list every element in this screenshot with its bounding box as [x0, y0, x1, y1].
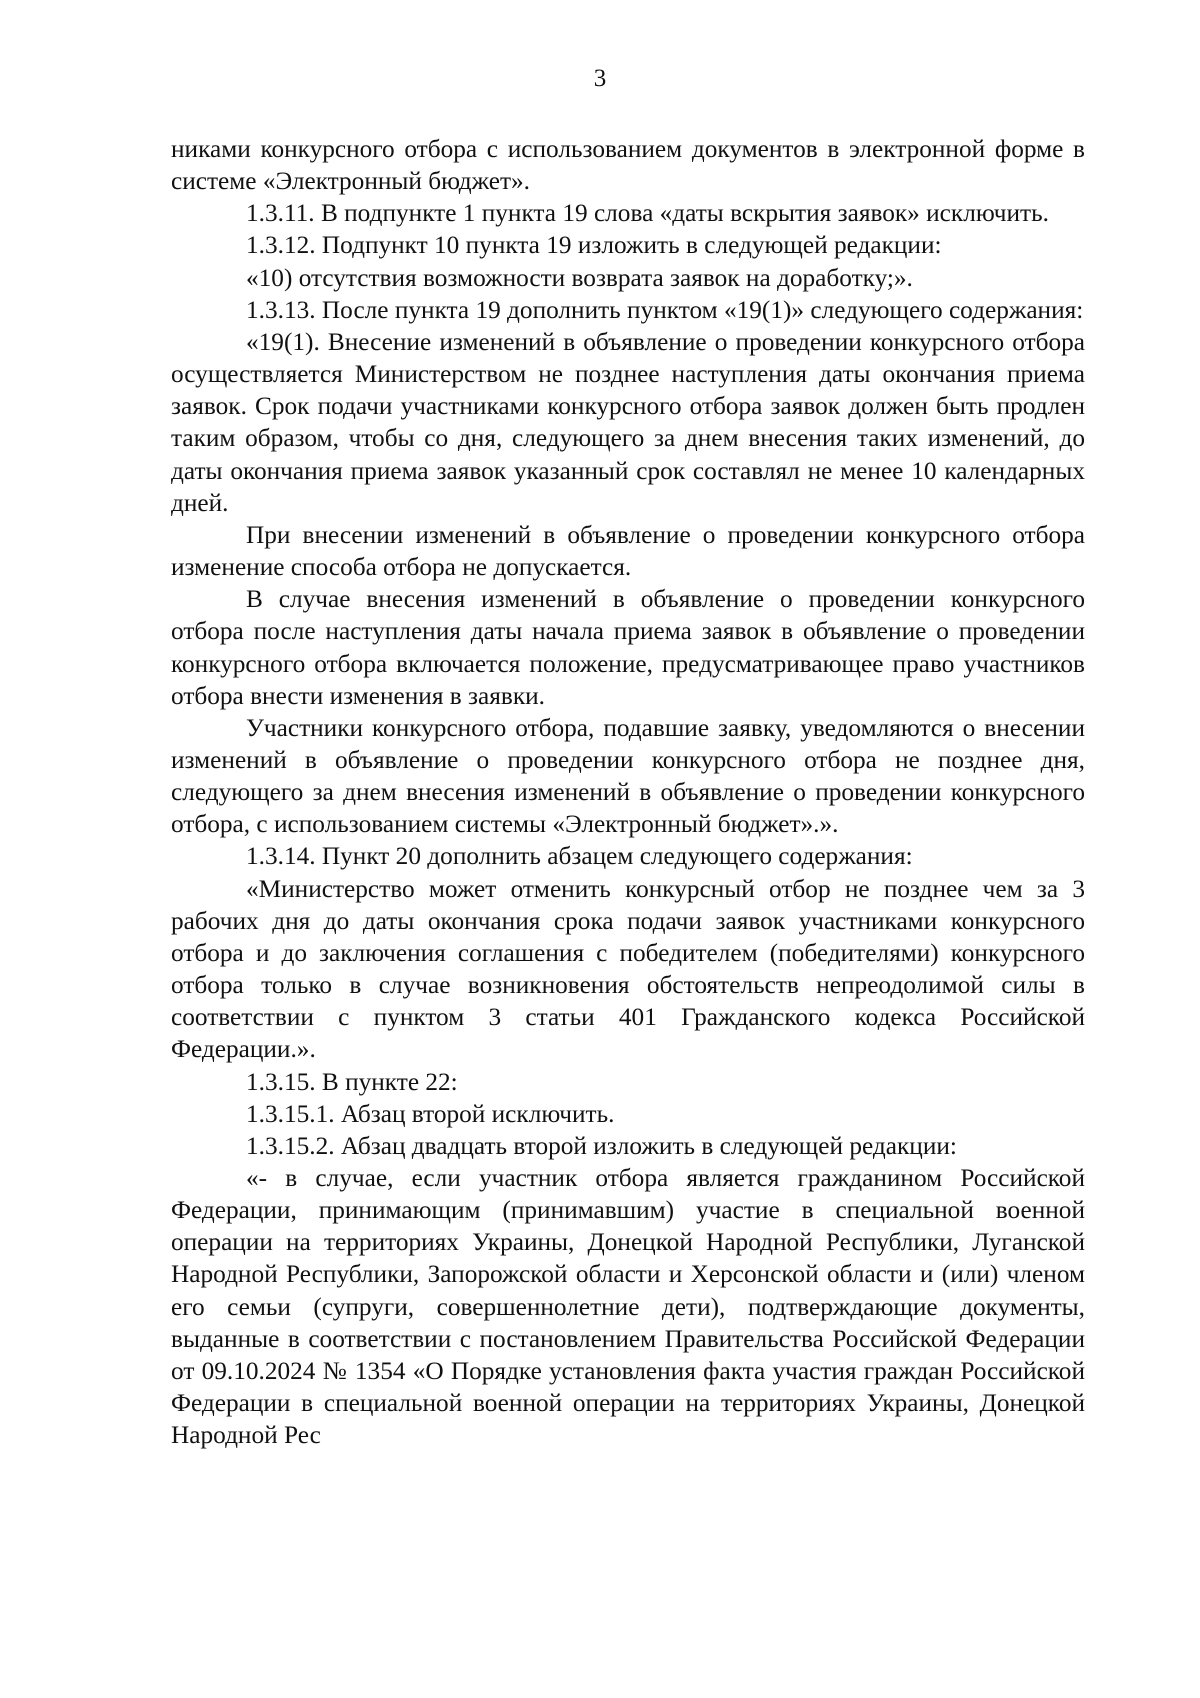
page-number: 3: [593, 65, 607, 92]
paragraph-citizen-participant: «- в случае, если участник отбора является гражданином Российской Федерации, принимающим (принимавшим) участие в специальной военной операции на территориях Украины, Донецкой Народной Республики, Луганской Народной Республики, Запорожской области и Херсонской области и (или) членом его семьи (супруги, совершеннолетние дети), подтверждающие документы, выданные в соответствии с постановлением Правительства Российской Федерации от 09.10.2024 № 1354 «О Порядке установления факта участия граждан Российской Федерации в специальной военной операции на территориях Украины, Донецкой Народной Рес: [171, 1164, 1085, 1450]
paragraph-1-3-11: 1.3.11. В подпункте 1 пункта 19 слова «даты вскрытия заявок» исключить.: [246, 199, 1049, 228]
paragraph-selection-method: При внесении изменений в объявление о проведении конкурсного отбора изменение способа отбора не допускается.: [171, 520, 1085, 582]
paragraph-1-3-15-1: 1.3.15.1. Абзац второй исключить.: [246, 1099, 615, 1128]
paragraph-participants-notified: Участники конкурсного отбора, подавшие заявку, уведомляются о внесении изменений в объявление о проведении конкурсного отбора не позднее дня, следующего за днем внесения изменений в объявление о проведении конкурсного отбора, с использованием системы «Электронный бюджет».».: [171, 713, 1085, 839]
paragraph-subitem-10: «10) отсутствия возможности возврата заявок на доработку;».: [246, 263, 913, 292]
document-body: [171, 133, 1085, 1451]
paragraph-1-3-13: 1.3.13. После пункта 19 дополнить пунктом «19(1)» следующего содержания:: [246, 295, 1084, 324]
paragraph-continuation: никами конкурсного отбора с использованием документов в электронной форме в системе «Электронный бюджет».: [171, 135, 1085, 196]
paragraph-1-3-15: 1.3.15. В пункте 22:: [246, 1067, 458, 1096]
paragraph-1-3-12: 1.3.12. Подпункт 10 пункта 19 изложить в следующей редакции:: [246, 231, 942, 260]
paragraph-changes-after-start: В случае внесения изменений в объявление о проведении конкурсного отбора после наступления даты начала приема заявок в объявление о проведении конкурсного отбора включается положение, предусматривающее право участников отбора внести изменения в заявки.: [171, 585, 1085, 710]
paragraph-item-19-1: «19(1). Внесение изменений в объявление о проведении конкурсного отбора осуществляется Министерством не позднее наступления даты окончания приема заявок. Срок подачи участниками конкурсного отбора заявок должен быть продлен таким образом, чтобы со дня, следующего за днем внесения таких изменений, до даты окончания приема заявок указанный срок составлял не менее 10 календарных дней.: [171, 327, 1085, 517]
paragraph-1-3-14: 1.3.14. Пункт 20 дополнить абзацем следующего содержания:: [246, 842, 913, 871]
paragraph-1-3-15-2: 1.3.15.2. Абзац двадцать второй изложить в следующей редакции:: [246, 1131, 957, 1160]
paragraph-ministry-cancel: «Министерство может отменить конкурсный отбор не позднее чем за 3 рабочих дня до даты окончания срока подачи заявок участниками конкурсного отбора и до заключения соглашения с победителем (победителями) конкурсного отбора только в случае возникновения обстоятельств непреодолимой силы в соответствии с пунктом 3 статьи 401 Гражданского кодекса Российской Федерации.».: [171, 874, 1085, 1064]
